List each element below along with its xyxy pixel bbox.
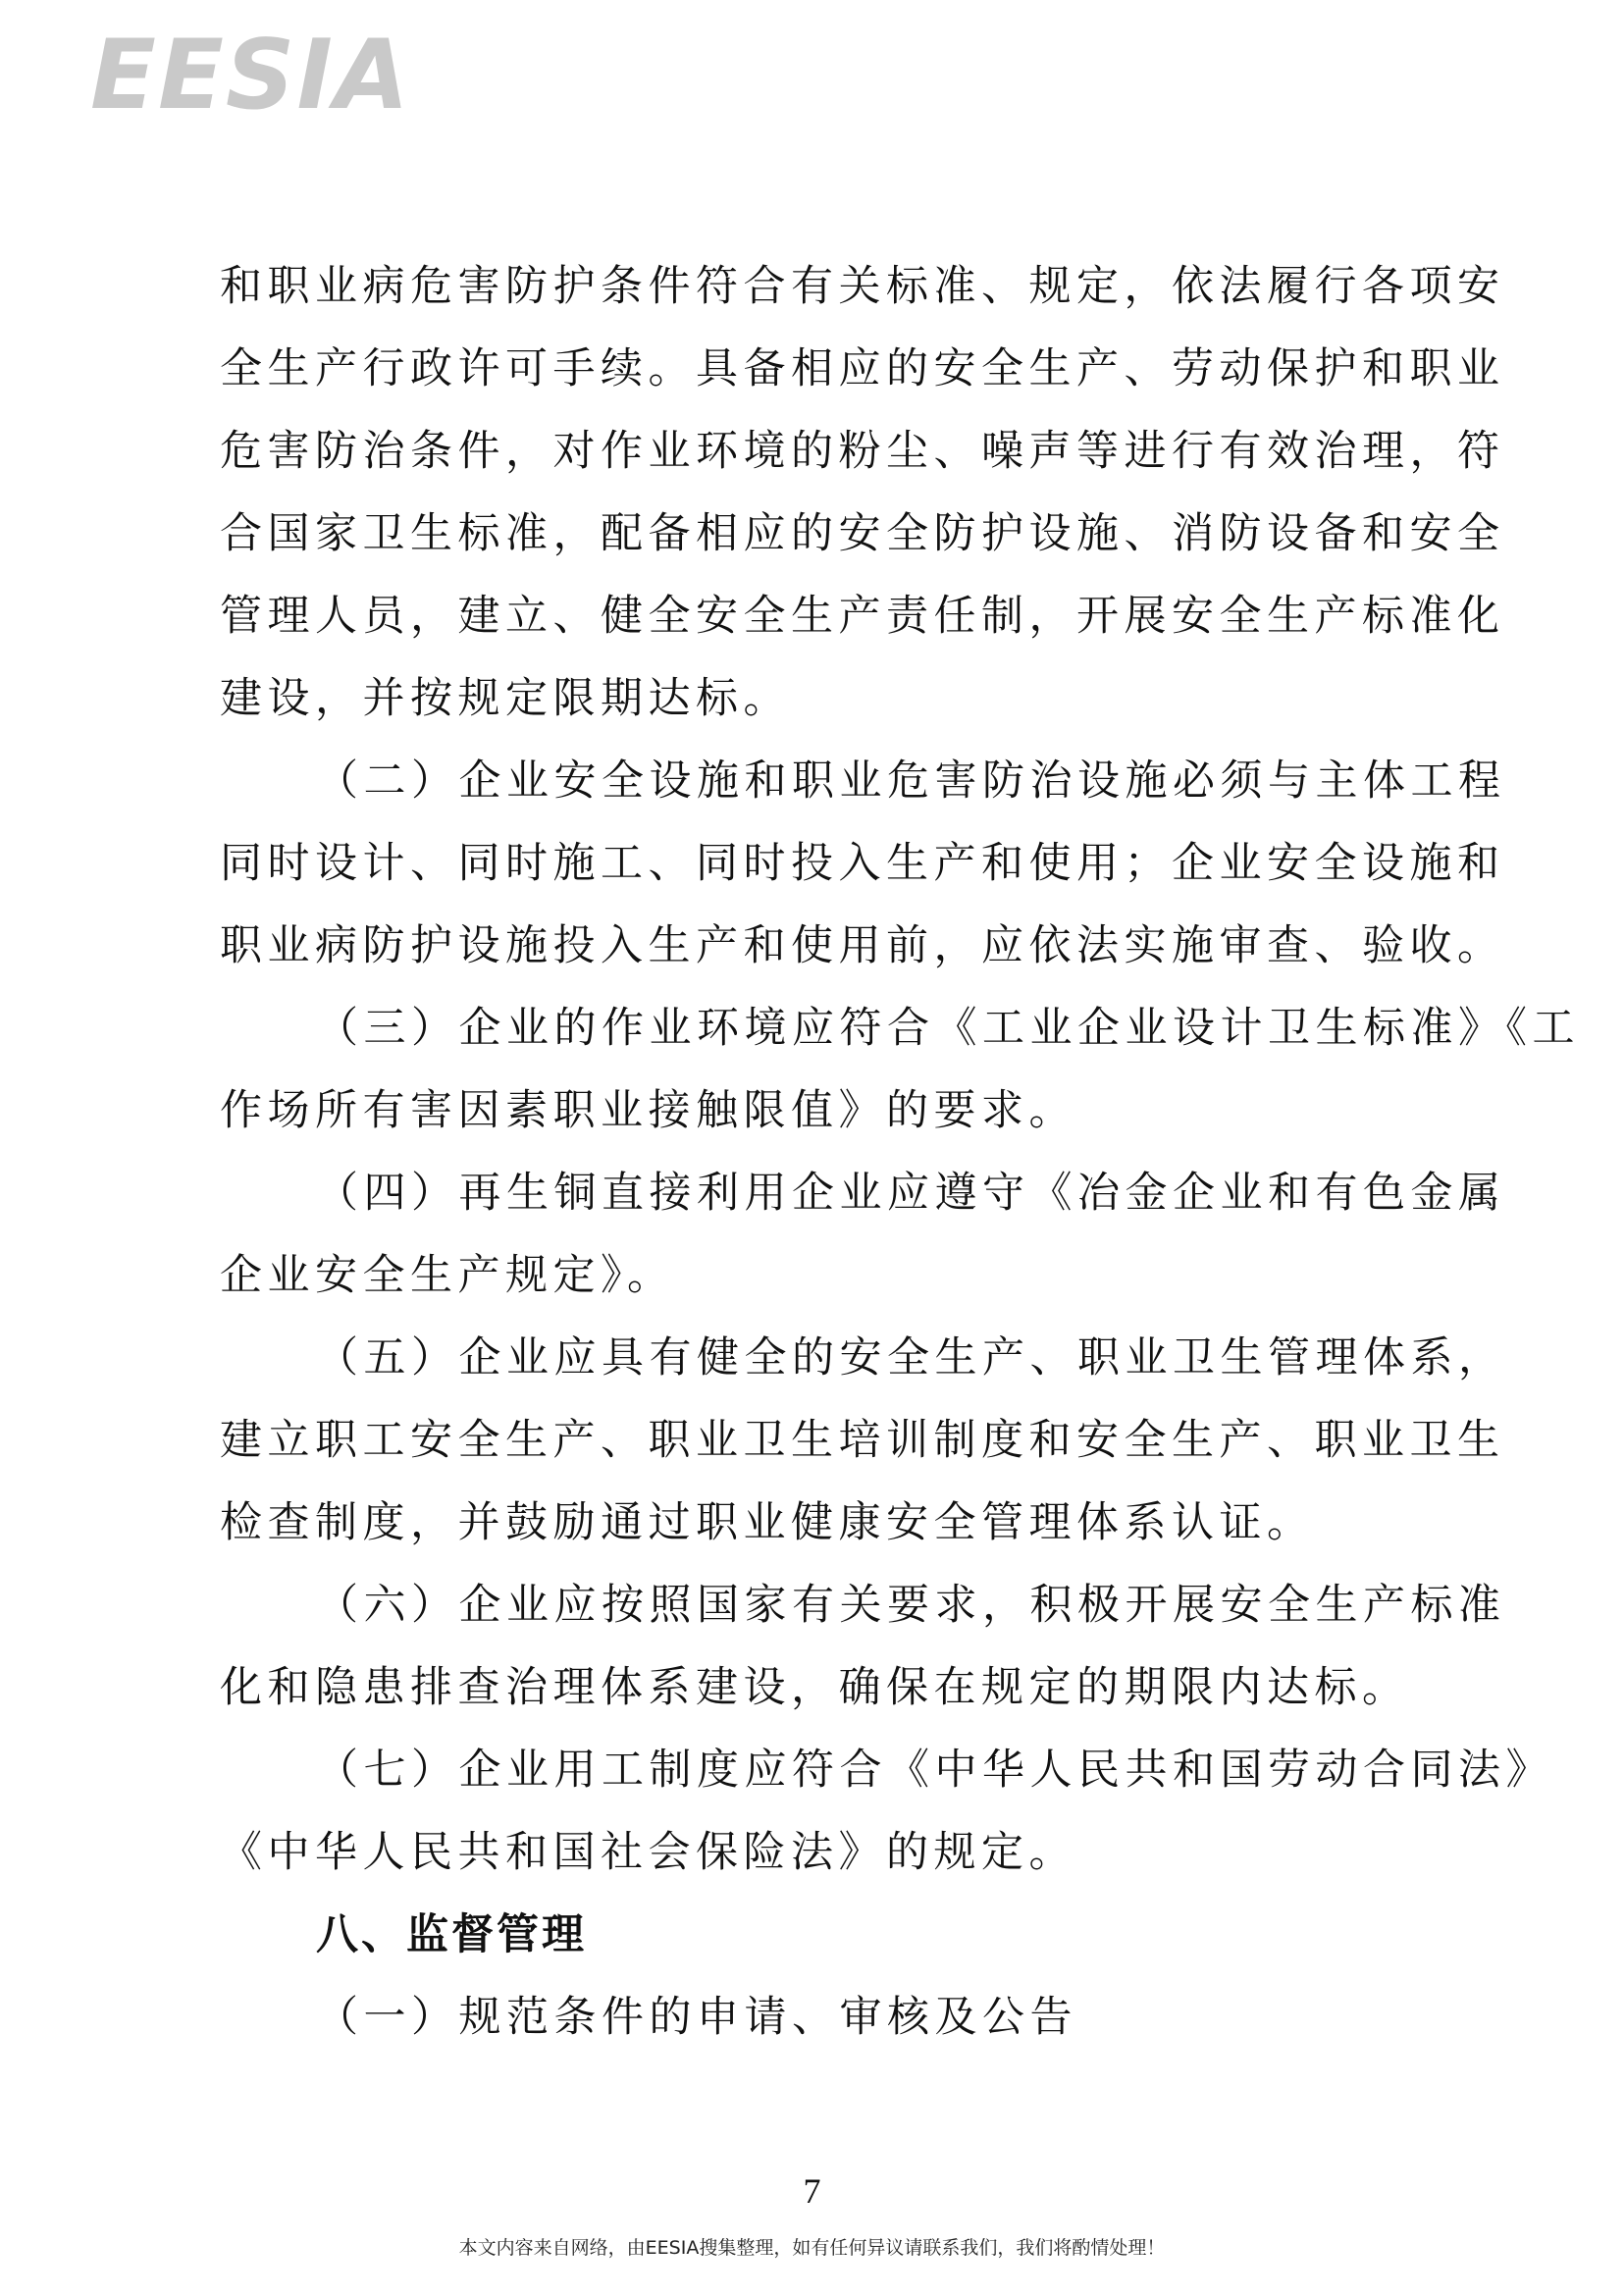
paragraph-item-4 xyxy=(220,1152,1506,1317)
text-line: 《中华人民共和国社会保险法》的规定。 xyxy=(220,1828,1076,1877)
document-body xyxy=(220,245,1580,2059)
text-line: （四）再生铜直接利用企业应遵守《冶金企业和有色金属 xyxy=(316,1169,1506,1218)
text-line: 建设，并按规定限期达标。 xyxy=(220,674,791,723)
subsection-heading: （一）规范条件的申请、审核及公告 xyxy=(316,1993,1077,2042)
text-line: 全生产行政许可手续。具备相应的安全生产、劳动保护和职业 xyxy=(220,344,1505,393)
text-line: （三）企业的作业环境应符合《工业企业设计卫生标准》《工 xyxy=(316,1004,1580,1053)
text-line: 管理人员，建立、健全安全生产责任制，开展安全生产标准化 xyxy=(220,592,1505,641)
text-line: 企业安全生产规定》。 xyxy=(220,1251,675,1300)
text-line: 检查制度，并鼓励通过职业健康安全管理体系认证。 xyxy=(220,1498,1315,1547)
text-line: 化和隐患排查治理体系建设，确保在规定的期限内达标。 xyxy=(220,1663,1410,1712)
paragraph-continuation xyxy=(220,245,1505,740)
section-heading: 八、监督管理 xyxy=(316,1910,587,1959)
text-line: 和职业病危害防护条件符合有关标准、规定，依法履行各项安 xyxy=(220,262,1505,311)
text-line: 职业病防护设施投入生产和使用前，应依法实施审查、验收。 xyxy=(220,921,1505,970)
text-line: 作场所有害因素职业接触限值》的要求。 xyxy=(220,1086,1076,1135)
footer-note: 本文内容来自网络，由EESIA搜集整理，如有任何异议请联系我们，我们将酌情处理！ xyxy=(458,2237,1166,2259)
eesia-logo: EESIA xyxy=(90,20,411,131)
paragraph-item-5 xyxy=(220,1317,1506,1564)
text-line: 同时设计、同时施工、同时投入生产和使用；企业安全设施和 xyxy=(220,839,1505,888)
paragraph-item-3 xyxy=(220,987,1580,1152)
text-line: 合国家卫生标准，配备相应的安全防护设施、消防设备和安全 xyxy=(220,509,1505,558)
paragraph-item-7 xyxy=(220,1729,1553,1894)
paragraph-item-2 xyxy=(220,740,1506,987)
text-line: 建立职工安全生产、职业卫生培训制度和安全生产、职业卫生 xyxy=(220,1416,1505,1465)
paragraph-item-6 xyxy=(220,1564,1506,1729)
text-line: 危害防治条件，对作业环境的粉尘、噪声等进行有效治理，符 xyxy=(220,427,1505,476)
text-line: （七）企业用工制度应符合《中华人民共和国劳动合同法》 xyxy=(316,1746,1553,1795)
text-line: （六）企业应按照国家有关要求，积极开展安全生产标准 xyxy=(316,1581,1506,1630)
text-line: （二）企业安全设施和职业危害防治设施必须与主体工程 xyxy=(316,756,1506,806)
text-line: （五）企业应具有健全的安全生产、职业卫生管理体系， xyxy=(316,1333,1506,1382)
page-number: 7 xyxy=(803,2171,821,2211)
